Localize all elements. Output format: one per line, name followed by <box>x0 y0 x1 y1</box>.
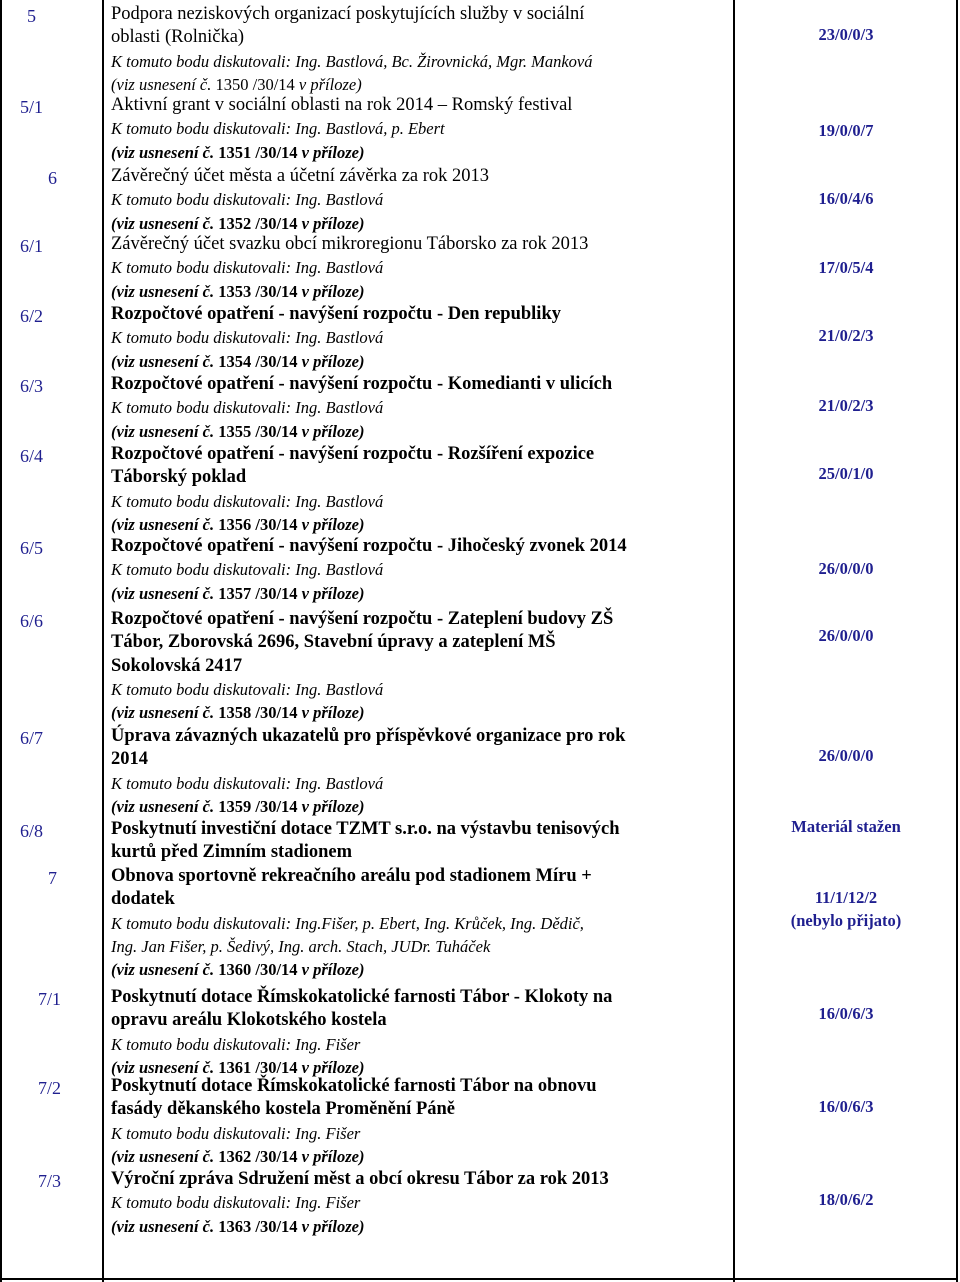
discussed-by: K tomuto bodu diskutovali: Ing. Bastlová <box>111 679 384 699</box>
resolution-attachment: v příloze) <box>301 583 365 603</box>
agenda-item-body <box>111 865 731 981</box>
agenda-item-body <box>111 233 731 303</box>
resolution-number: 1363 /30/14 <box>214 1216 302 1236</box>
agenda-item-title: kurtů před Zimním stadionem <box>111 842 353 863</box>
resolution-attachment: v příloze) <box>301 213 365 233</box>
vote-counts: 26/0/0/0 <box>818 746 874 765</box>
vote-counts: 25/0/1/0 <box>818 464 874 483</box>
vote-counts: 21/0/2/3 <box>818 326 874 345</box>
resolution-attachment: v příloze) <box>298 74 362 94</box>
agenda-item-number: 6/4 <box>20 446 44 466</box>
agenda-item-title: Sokolovská 2417 <box>111 655 243 676</box>
vote-counts: 19/0/0/7 <box>818 121 874 140</box>
resolution-attachment: v příloze) <box>301 796 365 816</box>
resolution-number: 1352 /30/14 <box>214 213 302 233</box>
agenda-item-title: Závěrečný účet svazku obcí mikroregionu Táborsko za rok 2013 <box>111 234 589 254</box>
agenda-item-number: 7/1 <box>38 989 62 1009</box>
agenda-item-body <box>111 303 731 373</box>
resolution-number: 1361 /30/14 <box>214 1057 302 1077</box>
resolution-number: 1360 /30/14 <box>214 960 302 980</box>
discussed-by: K tomuto bodu diskutovali: Ing. Bastlová <box>111 560 384 580</box>
vote-counts: 16/0/4/6 <box>818 189 874 208</box>
resolution-number: 1362 /30/14 <box>214 1146 302 1166</box>
vote-counts: 21/0/2/3 <box>818 396 874 415</box>
discussed-by: K tomuto bodu diskutovali: Ing. Fišer <box>111 1123 361 1143</box>
resolution-number: 1354 /30/14 <box>214 351 302 371</box>
agenda-item-body <box>111 165 731 235</box>
resolution-reference <box>111 212 731 235</box>
agenda-item-number: 6/1 <box>20 236 44 256</box>
agenda-item-title: Výroční zpráva Sdružení měst a obcí okresu Tábor za rok 2013 <box>111 1169 609 1189</box>
resolution-attachment: v příloze) <box>301 281 365 301</box>
agenda-item-number: 6/5 <box>20 538 44 558</box>
agenda-item-number: 7/2 <box>38 1078 62 1098</box>
discussed-by: K tomuto bodu diskutovali: Ing. Bastlová <box>111 258 384 278</box>
agenda-item-number: 7 <box>48 868 57 888</box>
agenda-item-body <box>111 373 731 443</box>
resolution-number: 1353 /30/14 <box>214 281 302 301</box>
vote-counts: Materiál stažen <box>791 817 901 836</box>
resolution-reference <box>111 582 731 605</box>
resolution-reference <box>111 701 731 724</box>
resolution-label: (viz usnesení č. <box>111 351 215 371</box>
agenda-item-title: Závěrečný účet města a účetní závěrka za rok 2013 <box>111 166 490 186</box>
agenda-item-number: 6/7 <box>20 728 44 748</box>
agenda-item-number: 5 <box>27 6 36 26</box>
discussed-by: K tomuto bodu diskutovali: Ing. Bastlová <box>111 190 384 210</box>
vote-counts: 16/0/6/3 <box>818 1097 874 1116</box>
table-vertical-rule <box>0 0 2 1282</box>
resolution-label: (viz usnesení č. <box>111 142 215 162</box>
resolution-attachment: v příloze) <box>301 1057 365 1077</box>
agenda-item-title: Aktivní grant v sociální oblasti na rok 2014 – Romský festival <box>111 95 573 115</box>
agenda-item-title: Tábor, Zborovská 2696, Stavební úpravy a zateplení MŠ <box>111 632 556 653</box>
resolution-number: 1356 /30/14 <box>214 514 302 534</box>
agenda-item-title: fasády děkanského kostela Proměnění Páně <box>111 1099 455 1120</box>
vote-result <box>735 324 957 347</box>
discussed-by: K tomuto bodu diskutovali: Ing. Bastlová <box>111 398 384 418</box>
discussed-by-line: K tomuto bodu diskutovali: Ing.Fišer, p. Ebert, Ing. Krůček, Ing. Dědič, <box>111 913 584 933</box>
agenda-item-number: 6/8 <box>20 821 44 841</box>
vote-result <box>735 187 957 210</box>
vote-result <box>735 119 957 142</box>
resolution-label: (viz usnesení č. <box>111 213 215 233</box>
agenda-item-title: Táborský poklad <box>111 467 247 488</box>
resolution-label: (viz usnesení č. <box>111 583 215 603</box>
agenda-item-number: 6 <box>48 168 57 188</box>
resolution-reference <box>111 420 731 443</box>
vote-note: (nebylo přijato) <box>790 911 902 930</box>
vote-counts: 18/0/6/2 <box>818 1190 874 1209</box>
vote-counts: 23/0/0/3 <box>818 25 874 44</box>
discussed-by-line: Ing. Jan Fišer, p. Šedivý, Ing. arch. Stach, JUDr. Tuháček <box>111 936 491 956</box>
vote-result <box>735 624 957 647</box>
agenda-item-title: 2014 <box>111 749 148 770</box>
agenda-item-title: oblasti (Rolnička) <box>111 27 245 48</box>
vote-result <box>735 815 957 838</box>
resolution-number: 1359 /30/14 <box>214 796 302 816</box>
resolution-reference <box>111 141 731 164</box>
resolution-label: (viz usnesení č. <box>111 281 215 301</box>
agenda-item-title: Obnova sportovně rekreačního areálu pod stadionem Míru + <box>111 866 592 886</box>
resolution-reference <box>111 350 731 373</box>
resolution-number: 1357 /30/14 <box>214 583 302 603</box>
discussed-by <box>111 912 731 959</box>
resolution-attachment: v příloze) <box>301 960 365 980</box>
vote-counts: 17/0/5/4 <box>818 258 874 277</box>
vote-counts: 26/0/0/0 <box>818 626 874 645</box>
resolution-number: 1355 /30/14 <box>214 421 302 441</box>
resolution-reference <box>111 958 731 981</box>
agenda-item-body <box>111 535 731 605</box>
vote-counts: 11/1/12/2 <box>814 888 878 907</box>
resolution-label: (viz usnesení č. <box>111 1146 215 1166</box>
vote-result <box>735 394 957 417</box>
vote-result <box>735 256 957 279</box>
agenda-item-title: Rozpočtové opatření - navýšení rozpočtu - Zateplení budovy ZŠ <box>111 609 614 629</box>
discussed-by: K tomuto bodu diskutovali: Ing. Bastlová <box>111 491 384 511</box>
resolution-number: 1358 /30/14 <box>214 703 302 723</box>
vote-result <box>735 23 957 46</box>
agenda-item-body <box>111 608 731 724</box>
vote-result <box>735 1188 957 1211</box>
resolution-attachment: v příloze) <box>301 1146 365 1166</box>
agenda-item-title: Podpora neziskových organizací poskytujících služby v sociální <box>111 4 585 24</box>
resolution-label: (viz usnesení č. <box>111 703 215 723</box>
vote-counts: 26/0/0/0 <box>818 559 874 578</box>
discussed-by: K tomuto bodu diskutovali: Ing. Fišer <box>111 1034 361 1054</box>
resolution-label: (viz usnesení č. <box>111 421 215 441</box>
agenda-item-title: Rozpočtové opatření - navýšení rozpočtu - Rozšíření expozice <box>111 444 595 464</box>
vote-result <box>735 886 957 932</box>
table-vertical-rule <box>102 0 104 1282</box>
resolution-attachment: v příloze) <box>301 1216 365 1236</box>
vote-counts: 16/0/6/3 <box>818 1004 874 1023</box>
agenda-item-title: dodatek <box>111 889 175 910</box>
agenda-item-body <box>111 1075 731 1168</box>
agenda-item-number: 5/1 <box>20 97 44 117</box>
agenda-item-title: opravu areálu Klokotského kostela <box>111 1010 387 1031</box>
resolution-reference <box>111 73 731 96</box>
discussed-by: K tomuto bodu diskutovali: Ing. Fišer <box>111 1193 361 1213</box>
vote-result <box>735 557 957 580</box>
resolution-reference <box>111 513 731 536</box>
resolution-attachment: v příloze) <box>301 514 365 534</box>
resolution-label: (viz usnesení č. <box>111 796 215 816</box>
resolution-attachment: v příloze) <box>301 351 365 371</box>
agenda-item-title: Rozpočtové opatření - navýšení rozpočtu - Jihočeský zvonek 2014 <box>111 536 627 556</box>
agenda-item-body <box>111 818 731 865</box>
resolution-label: (viz usnesení č. <box>111 74 212 94</box>
table-bottom-rule <box>0 1278 958 1280</box>
vote-result <box>735 1095 957 1118</box>
agenda-item-title: Poskytnutí dotace Římskokatolické farnosti Tábor - Klokoty na <box>111 987 613 1007</box>
agenda-item-body <box>111 3 731 96</box>
resolution-label: (viz usnesení č. <box>111 1216 215 1236</box>
discussed-by: K tomuto bodu diskutovali: Ing. Bastlová <box>111 773 384 793</box>
resolution-reference <box>111 795 731 818</box>
agenda-item-body <box>111 443 731 536</box>
discussed-by: K tomuto bodu diskutovali: Ing. Bastlová <box>111 328 384 348</box>
resolution-attachment: v příloze) <box>301 703 365 723</box>
discussed-by: K tomuto bodu diskutovali: Ing. Bastlová, p. Ebert <box>111 119 445 139</box>
vote-result <box>735 744 957 767</box>
resolution-label: (viz usnesení č. <box>111 1057 215 1077</box>
agenda-item-title: Rozpočtové opatření - navýšení rozpočtu - Komedianti v ulicích <box>111 374 613 394</box>
agenda-item-title: Poskytnutí investiční dotace TZMT s.r.o. na výstavbu tenisových <box>111 819 620 839</box>
agenda-item-title: Rozpočtové opatření - navýšení rozpočtu - Den republiky <box>111 304 561 324</box>
agenda-item-number: 6/6 <box>20 611 44 631</box>
resolution-attachment: v příloze) <box>301 421 365 441</box>
discussed-by: K tomuto bodu diskutovali: Ing. Bastlová, Bc. Žirovnická, Mgr. Manková <box>111 51 593 71</box>
agenda-item-number: 7/3 <box>38 1171 62 1191</box>
agenda-item-number: 6/3 <box>20 376 44 396</box>
agenda-item-body <box>111 94 731 164</box>
resolution-number: 1350 /30/14 <box>211 74 299 94</box>
agenda-item-number: 6/2 <box>20 306 44 326</box>
resolution-label: (viz usnesení č. <box>111 960 215 980</box>
agenda-item-title: Úprava závazných ukazatelů pro příspěvkové organizace pro rok <box>111 726 626 746</box>
vote-result <box>735 462 957 485</box>
agenda-item-title: Poskytnutí dotace Římskokatolické farnosti Tábor na obnovu <box>111 1076 597 1096</box>
vote-result <box>735 1002 957 1025</box>
resolution-reference <box>111 280 731 303</box>
agenda-item-body <box>111 986 731 1079</box>
resolution-number: 1351 /30/14 <box>214 142 302 162</box>
agenda-item-body <box>111 725 731 818</box>
resolution-reference <box>111 1215 731 1238</box>
resolution-label: (viz usnesení č. <box>111 514 215 534</box>
resolution-attachment: v příloze) <box>301 142 365 162</box>
agenda-item-body <box>111 1168 731 1238</box>
resolution-reference <box>111 1145 731 1168</box>
